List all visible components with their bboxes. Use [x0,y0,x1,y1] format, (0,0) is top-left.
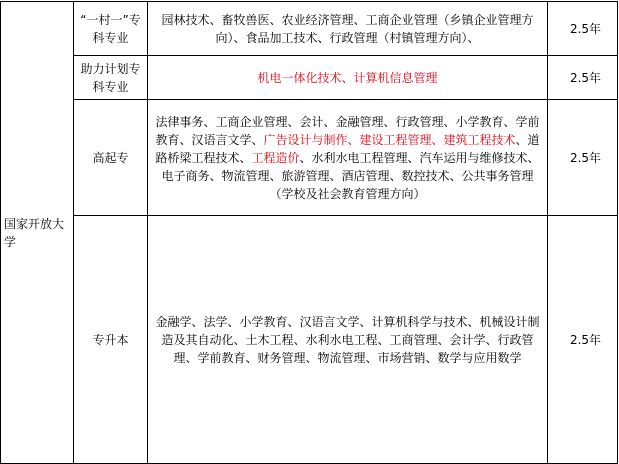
majors-cell [148,2,548,56]
majors-cell [148,216,548,464]
majors-cell [148,56,548,100]
programs-table [0,1,618,464]
majors-text: 、水利水电工程管理、汽车运用与维修技术、电子商务、物流管理、旅游管理、酒店管理、数控技术、公共事务管理（学校及社会教育管理方向） [161,150,540,201]
majors-text-highlight: 广告设计与制作、建设工程管理、建筑工程技术 [263,132,516,147]
majors-text: 金融学、法学、小学教育、汉语言文学、计算机科学与技术、机械设计制造及其自动化、土木工程、水利水电工程、工商管理、会计学、行政管理、学前教育、财务管理、物流管理、市场营销、数学与应用数学 [155,314,540,365]
duration-cell: 2.5年 [548,216,618,464]
duration-cell: 2.5年 [548,56,618,100]
majors-text: 、道路桥梁工程技术、 [155,132,540,165]
table-row [1,56,618,100]
duration-cell: 2.5年 [548,100,618,216]
table-row [1,2,618,56]
majors-cell [148,100,548,216]
majors-text: 法律事务、工商企业管理、会计、金融管理、行政管理、小学教育、学前教育、汉语言文学、 [155,114,540,147]
program-name: 助力计划专科专业 [74,56,148,100]
program-name: “一村一”专科专业 [74,2,148,56]
university-name: 国家开放大学 [1,2,74,464]
table-row [1,100,618,216]
program-name: 专升本 [74,216,148,464]
duration-cell: 2.5年 [548,2,618,56]
table-row [1,216,618,464]
majors-text-highlight: 工程造价 [251,150,300,165]
majors-text: 园林技术、畜牧兽医、农业经济管理、工商企业管理（乡镇企业管理方向）、食品加工技术、行政管理（村镇管理方向）、 [161,12,534,45]
program-name: 高起专 [74,100,148,216]
majors-text-highlight: 机电一体化技术、计算机信息管理 [257,70,438,85]
